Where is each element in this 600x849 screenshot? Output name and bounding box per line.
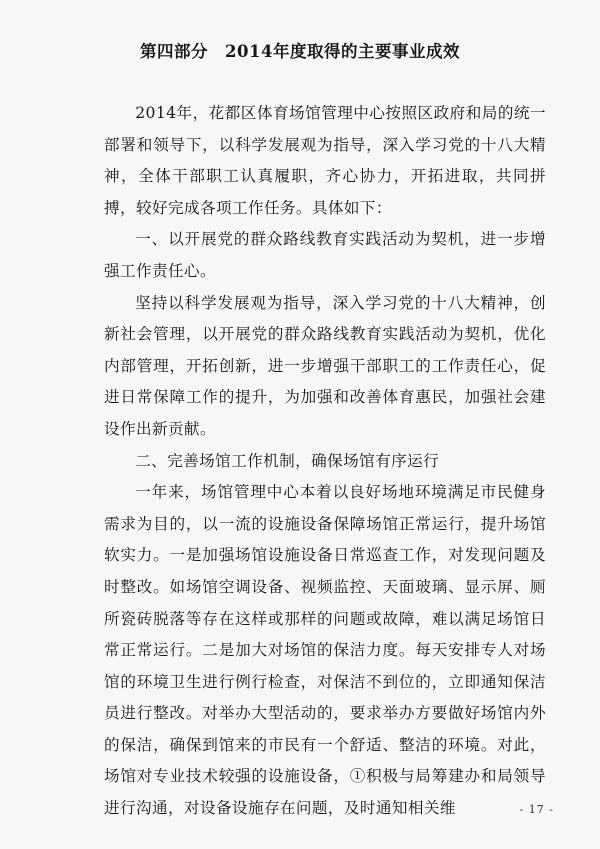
heading-two: 二、完善场馆工作机制，确保场馆有序运行 <box>135 451 440 470</box>
paragraph-two: 一年来，场馆管理中心本着以良好场地环境满足市民健身需求为目的，以一流的设施设备保障场馆正常运行，提升场馆软实力。一是加强场馆设施设备日常巡查工作，对发现问题及时整改。如场馆空调设备、视频监控、天面玻璃、显示屏、厕所瓷砖脱落等存在这样或那样的问题或故障，难以满足场馆日常正常运行。二是加大对场馆的保洁力度。每天安排专人对场馆的环境卫生进行例行检查，对保洁不到位的，立即通知保洁员进行整改。对举办大型活动的，要求举办方要做好场馆内外的保洁，确保到馆来的市民有一个舒适、整洁的环境。对此，场馆对专业技术较强的设施设备，①积极与局筹建办和局领导进行沟通，对设备设施存在问题，及时通知相关维 <box>104 483 546 818</box>
page-number: - 17 - <box>519 803 554 816</box>
heading-one: 一、以开展党的群众路线教育实践活动为契机，进一步增强工作责任心。 <box>104 230 546 280</box>
paragraph-intro: 2014年，花都区体育场馆管理中心按照区政府和局的统一部署和领导下，以科学发展观为指导，深入学习党的十八大精神，全体干部职工认真履职，齐心协力，开拓进取，共同拼搏，较好完成各项工作任务。具体如下： <box>104 104 546 217</box>
section-title: 第四部分 2014年度取得的主要事业成效 <box>140 42 460 61</box>
paragraph-one: 坚持以科学发展观为指导，深入学习党的十八大精神，创新社会管理，以开展党的群众路线教育实践活动为契机，优化内部管理，开拓创新，进一步增强干部职工的工作责任心，促进日常保障工作的提升，为加强和改善体育惠民，加强社会建设作出新贡献。 <box>104 293 546 438</box>
document-body <box>104 98 546 825</box>
